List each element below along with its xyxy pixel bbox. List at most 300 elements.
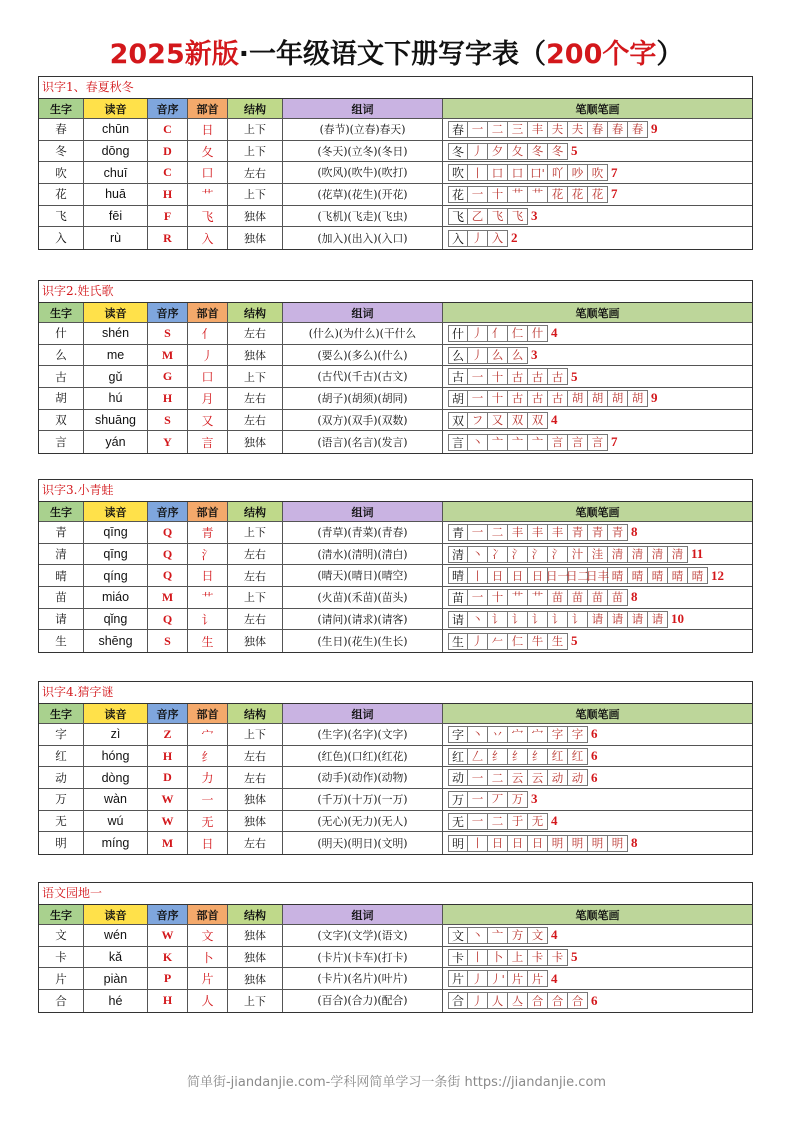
radical-cell: 艹 <box>188 184 228 205</box>
header-radical: 部首 <box>188 99 228 118</box>
strokes-cell <box>443 206 752 227</box>
stroke-step-box: 亠 <box>508 434 528 451</box>
stroke-step-box: 胡 <box>588 390 608 407</box>
order-cell: K <box>148 947 188 968</box>
stroke-step-box: 清 <box>668 546 688 563</box>
stroke-step-box: 口 <box>488 164 508 181</box>
stroke-step-box: 一 <box>468 524 488 541</box>
structure-cell: 上下 <box>228 119 283 140</box>
order-cell: M <box>148 345 188 366</box>
stroke-step-box: 红 <box>568 748 588 765</box>
stroke-step-box: 夕 <box>488 143 508 160</box>
stroke-step-box: フ <box>468 412 488 429</box>
stroke-step-box: 口' <box>528 164 548 181</box>
stroke-count: 3 <box>531 347 538 363</box>
strokes-cell <box>443 947 752 968</box>
header-pinyin: 读音 <box>84 99 148 118</box>
header-order: 音序 <box>148 99 188 118</box>
radical-cell: 无 <box>188 811 228 832</box>
strokes-cell <box>443 746 752 767</box>
stroke-step-box: 口 <box>508 164 528 181</box>
strokes-cell <box>443 565 752 586</box>
stroke-step-box: 卡 <box>448 949 468 966</box>
stroke-step-box: 双 <box>528 412 548 429</box>
stroke-step-box: 生 <box>448 633 468 650</box>
order-cell: H <box>148 184 188 205</box>
stroke-step-box: 吖 <box>548 164 568 181</box>
stroke-step-box: 冫 <box>488 546 508 563</box>
stroke-step-box: 春 <box>628 121 648 138</box>
stroke-step-box: 古 <box>508 368 528 385</box>
strokes-cell <box>443 366 752 387</box>
stroke-step-box: 春 <box>588 121 608 138</box>
stroke-step-box: 一 <box>468 186 488 203</box>
strokes-cell <box>443 990 752 1012</box>
pinyin-cell: qíng <box>84 565 148 586</box>
pinyin-cell: me <box>84 345 148 366</box>
order-cell: P <box>148 968 188 989</box>
table-row <box>39 522 752 544</box>
header-structure: 结构 <box>228 502 283 521</box>
stroke-step-box: 苗 <box>568 589 588 606</box>
stroke-count: 3 <box>531 208 538 224</box>
char-cell: 春 <box>39 119 84 140</box>
header-radical: 部首 <box>188 905 228 924</box>
stroke-step-box: 字 <box>568 726 588 743</box>
structure-cell: 独体 <box>228 947 283 968</box>
strokes-cell <box>443 119 752 140</box>
words-cell: (千万)(十万)(一万) <box>283 789 443 810</box>
stroke-step-box: 花 <box>548 186 568 203</box>
stroke-step-box: 古 <box>548 368 568 385</box>
stroke-step-box: 合 <box>528 992 548 1009</box>
radical-cell: 一 <box>188 789 228 810</box>
stroke-step-box: 亠 <box>488 927 508 944</box>
stroke-step-box: 丶 <box>468 434 488 451</box>
radical-cell: 纟 <box>188 746 228 767</box>
stroke-step-box: 请 <box>588 611 608 628</box>
stroke-step-box: 又 <box>488 412 508 429</box>
structure-cell: 独体 <box>228 925 283 946</box>
table-row <box>39 767 752 789</box>
structure-cell: 左右 <box>228 323 283 344</box>
order-cell: W <box>148 925 188 946</box>
stroke-count: 5 <box>571 143 578 159</box>
stroke-step-box: 花 <box>588 186 608 203</box>
stroke-step-box: 古 <box>448 368 468 385</box>
header-pinyin: 读音 <box>84 905 148 924</box>
stroke-step-box: 晴 <box>608 567 628 584</box>
stroke-step-box: 晴 <box>668 567 688 584</box>
stroke-step-box: 十 <box>488 186 508 203</box>
stroke-step-box: 丿' <box>488 970 508 987</box>
stroke-step-box: 丿 <box>468 347 488 364</box>
stroke-step-box: 清 <box>648 546 668 563</box>
stroke-step-box: 人 <box>488 992 508 1009</box>
stroke-step-box: 言 <box>548 434 568 451</box>
table-row <box>39 925 752 947</box>
header-row <box>39 704 752 724</box>
pinyin-cell: wén <box>84 925 148 946</box>
radical-cell: 宀 <box>188 724 228 745</box>
stroke-step-box: 古 <box>548 390 568 407</box>
stroke-count: 6 <box>591 992 598 1008</box>
stroke-step-box: 二 <box>488 121 508 138</box>
stroke-count: 5 <box>571 949 578 965</box>
strokes-cell <box>443 431 752 453</box>
order-cell: H <box>148 990 188 1012</box>
radical-cell: 口 <box>188 366 228 387</box>
header-char: 生字 <box>39 99 84 118</box>
order-cell: Z <box>148 724 188 745</box>
strokes-cell <box>443 968 752 989</box>
stroke-step-box: 飞 <box>448 208 468 225</box>
words-cell: (动手)(动作)(动物) <box>283 767 443 788</box>
stroke-step-box: 一 <box>468 121 488 138</box>
strokes-cell <box>443 925 752 946</box>
stroke-count: 4 <box>551 927 558 943</box>
char-cell: 入 <box>39 227 84 249</box>
stroke-step-box: 𠃋 <box>468 748 488 765</box>
stroke-step-box: 明 <box>548 835 568 852</box>
title-part-main: ·一年级语文下册写字表（ <box>238 39 547 70</box>
stroke-count: 6 <box>591 726 598 742</box>
stroke-step-box: 丆 <box>488 791 508 808</box>
words-cell: (花草)(花生)(开花) <box>283 184 443 205</box>
strokes-cell <box>443 630 752 652</box>
structure-cell: 上下 <box>228 990 283 1012</box>
radical-cell: 夂 <box>188 141 228 162</box>
pinyin-cell: wàn <box>84 789 148 810</box>
char-cell: 飞 <box>39 206 84 227</box>
stroke-step-box: 言 <box>568 434 588 451</box>
stroke-step-box: 丿 <box>468 230 488 247</box>
char-cell: 万 <box>39 789 84 810</box>
strokes-cell <box>443 789 752 810</box>
char-cell: 言 <box>39 431 84 453</box>
structure-cell: 独体 <box>228 630 283 652</box>
stroke-count: 10 <box>671 611 684 627</box>
stroke-count: 11 <box>691 546 704 562</box>
stroke-step-box: 乙 <box>468 208 488 225</box>
order-cell: M <box>148 832 188 854</box>
stroke-step-box: 丶 <box>468 546 488 563</box>
header-strokes: 笔顺笔画 <box>443 704 752 723</box>
stroke-step-box: 宀 <box>508 726 528 743</box>
stroke-step-box: 合 <box>568 992 588 1009</box>
stroke-step-box: 丷 <box>488 726 508 743</box>
radical-cell: 日 <box>188 832 228 854</box>
stroke-step-box: 冬 <box>528 143 548 160</box>
stroke-step-box: 纟 <box>528 748 548 765</box>
stroke-step-box: 讠 <box>568 611 588 628</box>
stroke-step-box: 苗 <box>588 589 608 606</box>
pinyin-cell: gǔ <box>84 366 148 387</box>
words-cell: (明天)(明日)(文明) <box>283 832 443 854</box>
stroke-step-box: 么 <box>488 347 508 364</box>
structure-cell: 左右 <box>228 544 283 565</box>
table-row <box>39 410 752 432</box>
char-cell: 吹 <box>39 162 84 183</box>
words-cell: (百合)(合力)(配合) <box>283 990 443 1012</box>
header-char: 生字 <box>39 303 84 322</box>
stroke-count: 8 <box>631 589 638 605</box>
order-cell: D <box>148 141 188 162</box>
pinyin-cell: zì <box>84 724 148 745</box>
stroke-step-box: 宀 <box>528 726 548 743</box>
char-cell: 青 <box>39 522 84 543</box>
header-order: 音序 <box>148 303 188 322</box>
stroke-count: 7 <box>611 164 618 180</box>
stroke-count: 8 <box>631 524 638 540</box>
stroke-step-box: 么 <box>508 347 528 364</box>
words-cell: (冬天)(立冬)(冬日) <box>283 141 443 162</box>
structure-cell: 独体 <box>228 206 283 227</box>
stroke-step-box: 十 <box>488 589 508 606</box>
pinyin-cell: shén <box>84 323 148 344</box>
stroke-step-box: 丿 <box>468 992 488 1009</box>
stroke-step-box: 仁 <box>508 633 528 650</box>
order-cell: M <box>148 587 188 608</box>
strokes-cell <box>443 811 752 832</box>
strokes-cell <box>443 410 752 431</box>
char-cell: 晴 <box>39 565 84 586</box>
stroke-step-box: 文 <box>448 927 468 944</box>
table-row <box>39 565 752 587</box>
stroke-step-box: 青 <box>448 524 468 541</box>
structure-cell: 左右 <box>228 746 283 767</box>
section-title: 语文园地一 <box>39 883 752 905</box>
stroke-step-box: 于 <box>508 813 528 830</box>
stroke-count: 3 <box>531 791 538 807</box>
stroke-count: 6 <box>591 769 598 785</box>
stroke-step-box: 苗 <box>448 589 468 606</box>
stroke-step-box: 冬 <box>548 143 568 160</box>
stroke-step-box: 动 <box>448 769 468 786</box>
char-cell: 红 <box>39 746 84 767</box>
section-title: 识字2.姓氏歌 <box>39 281 752 303</box>
pinyin-cell: piàn <box>84 968 148 989</box>
structure-cell: 上下 <box>228 366 283 387</box>
stroke-step-box: 一 <box>468 589 488 606</box>
stroke-step-box: 无 <box>528 813 548 830</box>
radical-cell: 丿 <box>188 345 228 366</box>
stroke-count: 4 <box>551 412 558 428</box>
header-pinyin: 读音 <box>84 502 148 521</box>
strokes-cell <box>443 162 752 183</box>
order-cell: S <box>148 323 188 344</box>
words-cell: (无心)(无力)(无人) <box>283 811 443 832</box>
stroke-step-box: 日 <box>508 567 528 584</box>
stroke-step-box: 片 <box>448 970 468 987</box>
stroke-count: 7 <box>611 186 618 202</box>
words-cell: (卡片)(名片)(叶片) <box>283 968 443 989</box>
table-row <box>39 968 752 990</box>
header-words: 组词 <box>283 303 443 322</box>
order-cell: S <box>148 410 188 431</box>
stroke-step-box: 请 <box>608 611 628 628</box>
stroke-step-box: 讠 <box>548 611 568 628</box>
table-row <box>39 323 752 345</box>
char-cell: 动 <box>39 767 84 788</box>
char-cell: 胡 <box>39 388 84 409</box>
pinyin-cell: huā <box>84 184 148 205</box>
stroke-step-box: 古 <box>528 368 548 385</box>
stroke-step-box: 一 <box>468 813 488 830</box>
structure-cell: 上下 <box>228 724 283 745</box>
pinyin-cell: qīng <box>84 544 148 565</box>
pinyin-cell: dōng <box>84 141 148 162</box>
header-char: 生字 <box>39 704 84 723</box>
header-char: 生字 <box>39 905 84 924</box>
words-cell: (胡子)(胡须)(胡同) <box>283 388 443 409</box>
table-row <box>39 431 752 453</box>
stroke-step-box: 青 <box>608 524 628 541</box>
stroke-step-box: 胡 <box>628 390 648 407</box>
stroke-step-box: 亠 <box>528 434 548 451</box>
stroke-step-box: 卜 <box>488 949 508 966</box>
order-cell: Y <box>148 431 188 453</box>
words-cell: (要么)(多么)(什么) <box>283 345 443 366</box>
stroke-step-box: 苗 <box>548 589 568 606</box>
char-cell: 明 <box>39 832 84 854</box>
char-cell: 么 <box>39 345 84 366</box>
radical-cell: 亻 <box>188 323 228 344</box>
stroke-step-box: 请 <box>648 611 668 628</box>
strokes-cell <box>443 522 752 543</box>
stroke-step-box: 讠 <box>508 611 528 628</box>
stroke-step-box: 日 <box>528 835 548 852</box>
strokes-cell <box>443 724 752 745</box>
words-cell: (生日)(花生)(生长) <box>283 630 443 652</box>
radical-cell: 片 <box>188 968 228 989</box>
structure-cell: 独体 <box>228 789 283 810</box>
stroke-step-box: 丶 <box>468 611 488 628</box>
pinyin-cell: shēng <box>84 630 148 652</box>
words-cell: (卡片)(卡车)(打卡) <box>283 947 443 968</box>
pinyin-cell: chuī <box>84 162 148 183</box>
stroke-step-box: 吹 <box>588 164 608 181</box>
table-row <box>39 832 752 854</box>
header-pinyin: 读音 <box>84 303 148 322</box>
stroke-step-box: 日 <box>528 567 548 584</box>
radical-cell: 艹 <box>188 587 228 608</box>
stroke-step-box: 胡 <box>568 390 588 407</box>
pinyin-cell: míng <box>84 832 148 854</box>
order-cell: Q <box>148 522 188 543</box>
order-cell: C <box>148 162 188 183</box>
stroke-step-box: 清 <box>608 546 628 563</box>
stroke-step-box: 一 <box>468 390 488 407</box>
table-row <box>39 990 752 1012</box>
header-words: 组词 <box>283 502 443 521</box>
stroke-step-box: 仁 <box>508 325 528 342</box>
stroke-step-box: 明 <box>608 835 628 852</box>
words-cell: (古代)(千古)(古文) <box>283 366 443 387</box>
header-structure: 结构 <box>228 704 283 723</box>
structure-cell: 上下 <box>228 184 283 205</box>
structure-cell: 上下 <box>228 587 283 608</box>
stroke-step-box: 古 <box>508 390 528 407</box>
stroke-step-box: 明 <box>568 835 588 852</box>
table-row <box>39 119 752 141</box>
char-cell: 冬 <box>39 141 84 162</box>
structure-cell: 独体 <box>228 345 283 366</box>
radical-cell: 人 <box>188 990 228 1012</box>
table-row <box>39 141 752 163</box>
stroke-count: 5 <box>571 633 578 649</box>
stroke-step-box: 丿 <box>468 143 488 160</box>
stroke-step-box: 日 <box>508 835 528 852</box>
stroke-step-box: 字 <box>448 726 468 743</box>
section-title: 识字3.小青蛙 <box>39 480 752 502</box>
strokes-cell <box>443 587 752 608</box>
order-cell: F <box>148 206 188 227</box>
header-order: 音序 <box>148 905 188 924</box>
header-structure: 结构 <box>228 905 283 924</box>
header-words: 组词 <box>283 905 443 924</box>
stroke-step-box: 洼 <box>588 546 608 563</box>
table-row <box>39 227 752 249</box>
stroke-step-box: 古 <box>528 390 548 407</box>
header-words: 组词 <box>283 99 443 118</box>
stroke-step-box: 丨 <box>468 567 488 584</box>
table-row <box>39 724 752 746</box>
pinyin-cell: yán <box>84 431 148 453</box>
header-radical: 部首 <box>188 704 228 723</box>
stroke-step-box: 丰 <box>508 524 528 541</box>
words-cell: (双方)(双手)(双数) <box>283 410 443 431</box>
stroke-step-box: 十 <box>488 368 508 385</box>
stroke-step-box: 一 <box>468 769 488 786</box>
pinyin-cell: qīng <box>84 522 148 543</box>
structure-cell: 独体 <box>228 431 283 453</box>
table-row <box>39 345 752 367</box>
radical-cell: 口 <box>188 162 228 183</box>
stroke-step-box: 片 <box>528 970 548 987</box>
table-row <box>39 587 752 609</box>
stroke-step-box: 亻 <box>488 325 508 342</box>
order-cell: D <box>148 767 188 788</box>
page-title <box>0 32 793 71</box>
words-cell: (春节)(立春)春天) <box>283 119 443 140</box>
stroke-step-box: 艹 <box>528 186 548 203</box>
pinyin-cell: chūn <box>84 119 148 140</box>
structure-cell: 上下 <box>228 141 283 162</box>
stroke-step-box: 文 <box>528 927 548 944</box>
pinyin-cell: hú <box>84 388 148 409</box>
stroke-step-box: 清 <box>448 546 468 563</box>
order-cell: S <box>148 630 188 652</box>
stroke-count: 4 <box>551 325 558 341</box>
stroke-step-box: 艹 <box>528 589 548 606</box>
radical-cell: 飞 <box>188 206 228 227</box>
section-table <box>38 479 753 653</box>
stroke-step-box: 晴 <box>628 567 648 584</box>
char-cell: 苗 <box>39 587 84 608</box>
stroke-step-box: 丿 <box>468 970 488 987</box>
stroke-count: 8 <box>631 835 638 851</box>
char-cell: 什 <box>39 323 84 344</box>
section-table <box>38 681 753 855</box>
section-title: 识字4.猜字谜 <box>39 682 752 704</box>
stroke-step-box: 亠 <box>488 434 508 451</box>
char-cell: 双 <box>39 410 84 431</box>
radical-cell: 氵 <box>188 544 228 565</box>
stroke-step-box: 夫 <box>548 121 568 138</box>
stroke-step-box: 氵 <box>508 546 528 563</box>
stroke-step-box: 双 <box>448 412 468 429</box>
